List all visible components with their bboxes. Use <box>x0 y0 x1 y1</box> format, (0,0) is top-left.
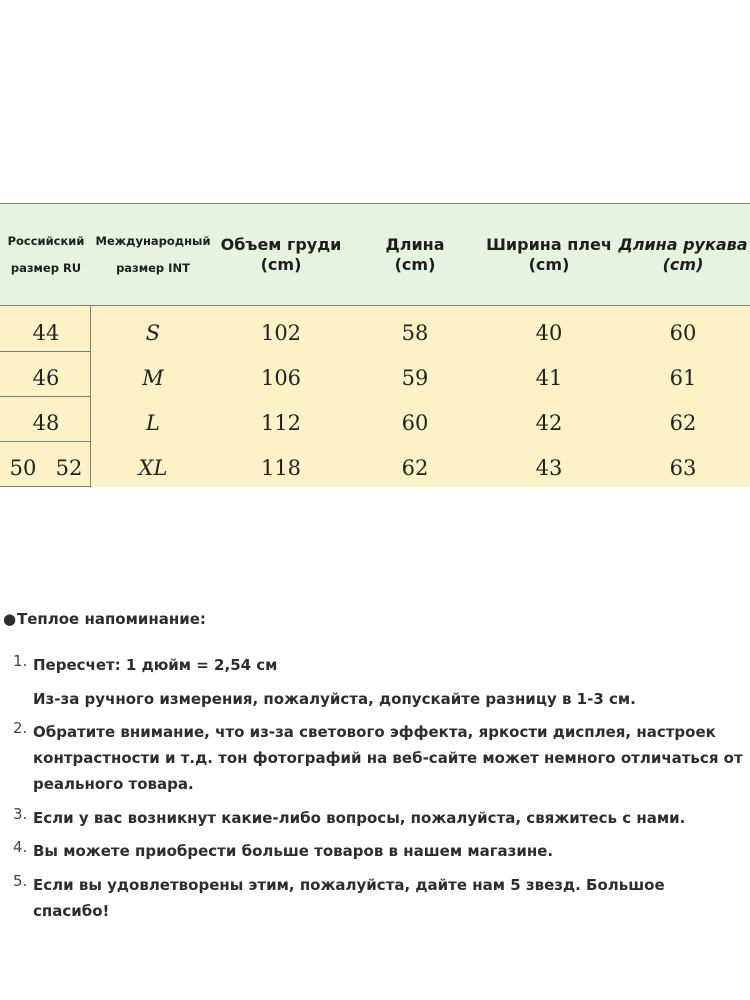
header-ru-line2: размер RU <box>10 260 82 275</box>
cell-sleeve: 62 <box>669 411 697 435</box>
cell-ru: 46 <box>32 366 60 390</box>
header-int-line2: размер INT <box>116 260 190 275</box>
item-line: Вы можете приобрести больше товаров в нашем магазине. <box>33 842 554 860</box>
cell-chest: 102 <box>260 321 302 345</box>
cell-chest: 112 <box>260 411 302 435</box>
cell-shoulder: 43 <box>535 456 563 480</box>
item-line: Обратите внимание, что из-за светового эффекта, яркости дисплея, настроек <box>33 723 716 741</box>
table-body <box>0 306 750 487</box>
item-number: 2. <box>13 719 28 737</box>
table-header-row <box>0 203 750 306</box>
header-length-line1: Длина <box>385 234 445 254</box>
cell-int: S <box>145 321 161 345</box>
item-line: Если вы удовлетворены этим, пожалуйста, дайте нам 5 звезд. Большое спасибо! <box>33 876 665 920</box>
cell-int: M <box>142 366 164 390</box>
reminder-title <box>3 610 206 628</box>
cell-sleeve: 63 <box>669 456 697 480</box>
cell-length: 58 <box>401 321 429 345</box>
header-shoulder-line1: Ширина плеч <box>486 234 612 254</box>
header-chest <box>214 204 348 305</box>
header-int-line1: Международный <box>95 233 211 248</box>
header-chest-line1: Объем груди <box>220 234 342 254</box>
cell-chest: 106 <box>260 366 302 390</box>
header-sleeve <box>616 204 750 305</box>
reminder-title-text: Теплое напоминание: <box>17 610 206 628</box>
header-length <box>348 204 482 305</box>
header-sleeve-line1: Длина рукава <box>618 234 748 254</box>
item-text <box>33 872 743 924</box>
bullet-icon: ● <box>3 610 17 628</box>
item-text <box>33 719 743 797</box>
item-text <box>33 652 743 712</box>
header-int-size <box>92 204 214 305</box>
cell-int: XL <box>138 456 168 480</box>
cell-length: 62 <box>401 456 429 480</box>
header-shoulder <box>482 204 616 305</box>
header-sleeve-line2: (cm) <box>662 254 704 274</box>
item-number: 4. <box>13 838 28 856</box>
cell-sleeve: 61 <box>669 366 697 390</box>
size-chart-table <box>0 203 750 487</box>
cell-length: 59 <box>401 366 429 390</box>
header-shoulder-line2: (cm) <box>528 254 570 274</box>
cell-ru: 48 <box>32 411 60 435</box>
header-ru-size <box>0 204 92 305</box>
header-chest-line2: (cm) <box>260 254 302 274</box>
cell-sleeve: 60 <box>669 321 697 345</box>
cell-shoulder: 42 <box>535 411 563 435</box>
item-line: Если у вас возникнут какие-либо вопросы, пожалуйста, свяжитесь с нами. <box>33 809 686 827</box>
cell-ru-b: 52 <box>55 456 83 480</box>
cell-int: L <box>146 411 160 435</box>
item-line: реального товара. <box>33 775 194 793</box>
cell-ru-a: 50 <box>9 456 37 480</box>
cell-ru: 44 <box>32 321 60 345</box>
item-line: Пересчет: 1 дюйм = 2,54 см <box>33 656 278 674</box>
item-text <box>33 838 743 864</box>
header-length-line2: (cm) <box>394 254 436 274</box>
item-line: контрастности и т.д. тон фотографий на веб-сайте может немного отличаться от <box>33 749 743 767</box>
header-ru-line1: Российский <box>7 233 85 248</box>
cell-chest: 118 <box>260 456 302 480</box>
cell-length: 60 <box>401 411 429 435</box>
item-number: 1. <box>13 652 28 670</box>
cell-shoulder: 40 <box>535 321 563 345</box>
item-text <box>33 805 743 831</box>
cell-shoulder: 41 <box>535 366 563 390</box>
item-number: 3. <box>13 805 28 823</box>
item-line: Из-за ручного измерения, пожалуйста, допускайте разницу в 1-3 см. <box>33 690 636 708</box>
item-number: 5. <box>13 872 28 890</box>
